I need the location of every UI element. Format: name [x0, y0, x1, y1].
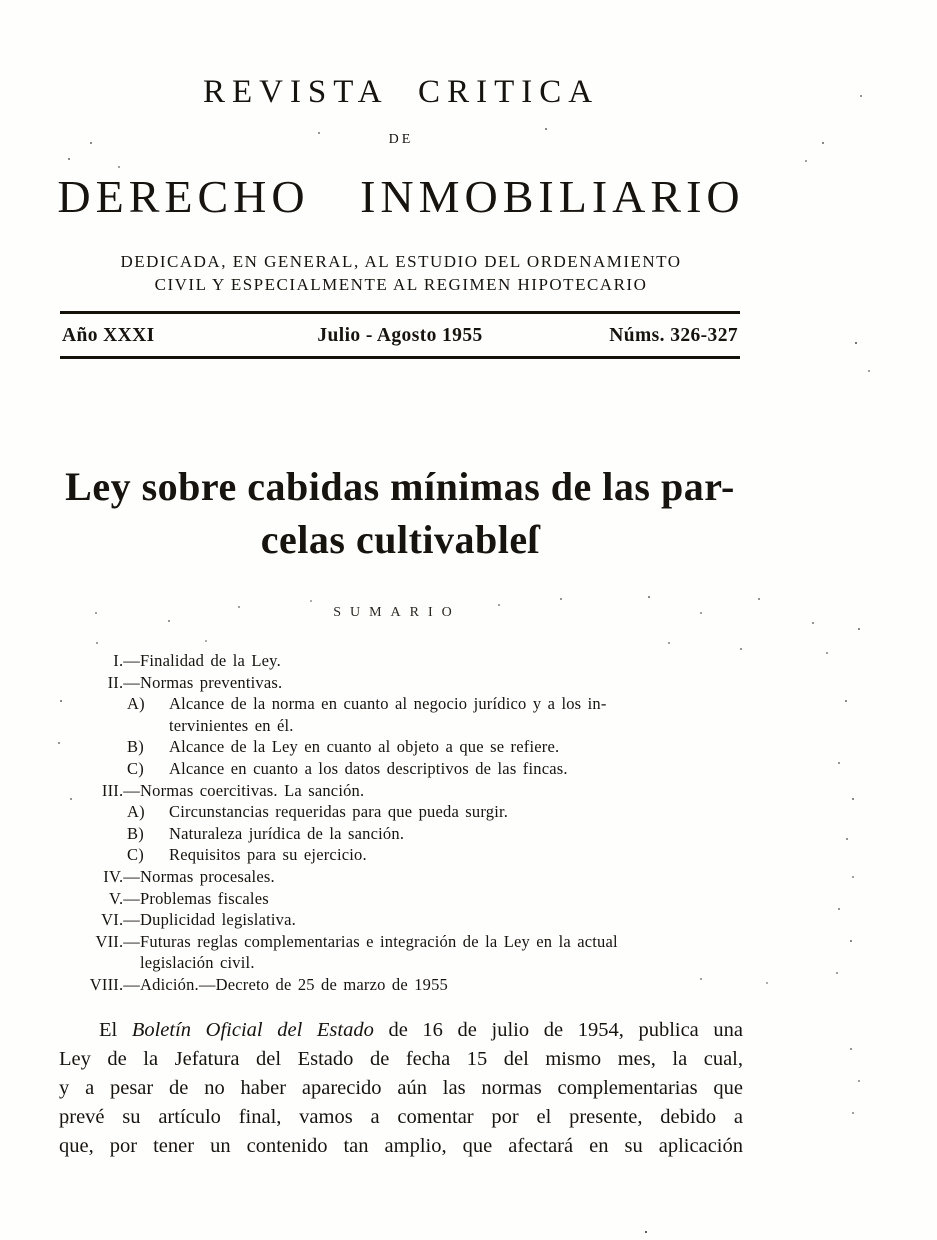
summary-item-text: Futuras reglas complementarias e integración de la Ley en la actual legislación civil. — [140, 931, 618, 973]
summary-item-label: A) — [127, 802, 145, 822]
summary-item — [127, 693, 754, 736]
journal-title-line1: REVISTA CRITICA — [202, 74, 600, 110]
summary-item-label: I.— — [113, 651, 140, 670]
dedication-line2: CIVIL Y ESPECIALMENTE AL REGIMEN HIPOTECARIO — [154, 275, 648, 294]
journal-dedication — [57, 250, 745, 296]
summary-item-label: VIII.— — [89, 974, 140, 994]
issue-bar — [60, 311, 740, 359]
summary-list — [40, 650, 754, 996]
summary-item-text: Normas preventivas. — [140, 672, 283, 692]
summary-item-text: Alcance de la Ley en cuanto al objeto a que se refiere. — [169, 737, 560, 757]
summary-item-label: V.— — [108, 888, 140, 908]
summary-item — [127, 844, 754, 866]
summary-item — [127, 758, 754, 780]
issue-numbers: Núms. 326-327 — [609, 325, 738, 346]
summary-item-label: VI.— — [101, 910, 140, 930]
body-line: y a pesar de no haber aparecido aún las normas complementarias que — [59, 1077, 743, 1099]
body-text-segment: de 16 de julio de 1954, publica una — [373, 1019, 743, 1041]
summary-item — [40, 672, 754, 694]
body-italic-citation: Boletín Oficial del Estado — [131, 1019, 374, 1041]
summary-item-text: Naturaleza jurídica de la sanción. — [169, 823, 405, 843]
summary-item-label: III.— — [101, 780, 140, 800]
article-title — [30, 460, 770, 566]
summary-item — [127, 736, 754, 758]
summary-item — [40, 650, 754, 672]
summary-item-text: Normas coercitivas. La sanción. — [140, 780, 365, 800]
summary-item-text: Requisitos para su ejercicio. — [169, 845, 367, 865]
summary-item-label: C) — [127, 845, 144, 865]
dedication-line1: DEDICADA, EN GENERAL, AL ESTUDIO DEL ORDENAMIENTO — [120, 252, 682, 271]
summary-item-label: A) — [127, 694, 145, 714]
summary-item — [40, 931, 754, 974]
summary-item-label: B) — [127, 737, 144, 757]
summary-item — [40, 974, 754, 996]
summary-item-text: Alcance de la norma en cuanto al negocio jurídico y a los in- tervinientes en él. — [169, 694, 607, 735]
summary-item-text: Alcance en cuanto a los datos descriptivos de las fincas. — [169, 758, 568, 778]
journal-title-line2: DERECHO INMOBILIARIO — [57, 171, 745, 222]
summary-item — [40, 888, 754, 910]
summary-item-text: Normas procesales. — [140, 866, 275, 886]
summary-item-text: Problemas fiscales — [140, 888, 269, 908]
summary-item-label: II.— — [107, 672, 140, 692]
summary-item-label: C) — [127, 758, 144, 778]
body-line: que, por tener un contenido tan amplio, que afectará en su aplicación — [59, 1135, 743, 1157]
body-text-segment: El — [99, 1019, 132, 1041]
article-title-line1: Ley sobre cabidas mínimas de las par- — [65, 464, 735, 509]
summary-item-text: Circunstancias requeridas para que pueda surgir. — [169, 802, 509, 822]
journal-title-connector: DE — [388, 132, 414, 147]
body-line: prevé su artículo final, vamos a comentar por el presente, debido a — [59, 1106, 743, 1128]
summary-item-label: B) — [127, 823, 144, 843]
body-line: Ley de la Jefatura del Estado de fecha 15 del mismo mes, la cual, — [59, 1048, 743, 1070]
body-paragraph — [59, 1016, 743, 1161]
scan-noise — [0, 0, 2, 2]
summary-item-text: Finalidad de la Ley. — [140, 651, 281, 670]
summary-item — [40, 780, 754, 802]
summary-item — [127, 823, 754, 845]
body-line — [59, 1016, 743, 1045]
article-title-line2: celas cultivableſ — [260, 517, 540, 562]
summary-item-text: Adición.—Decreto de 25 de marzo de 1955 — [140, 974, 448, 994]
summary-heading: SUMARIO — [333, 605, 461, 620]
summary-item-label: VII.— — [95, 931, 140, 951]
summary-item — [40, 909, 754, 931]
summary-item-label: IV.— — [103, 866, 140, 886]
issue-period: Julio - Agosto 1955 — [317, 325, 483, 346]
summary-item — [40, 866, 754, 888]
issue-year: Año XXXI — [62, 325, 155, 346]
summary-item-text: Duplicidad legislativa. — [140, 910, 296, 930]
summary-item — [127, 801, 754, 823]
masthead — [57, 74, 745, 296]
